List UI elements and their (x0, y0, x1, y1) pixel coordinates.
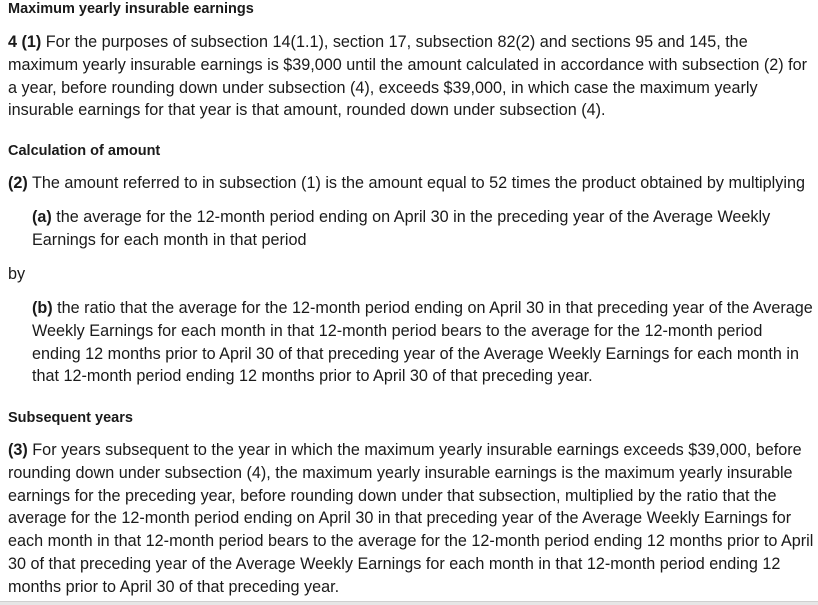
paragraph-letter: (b) (32, 299, 53, 317)
subsection-2-paragraph (8, 172, 814, 195)
connector-by: by (8, 265, 26, 283)
subsection-text: The amount referred to in subsection (1) is the amount equal to 52 times the product obtained by multiplying (32, 174, 805, 192)
section-heading-calculation-of-amount: Calculation of amount (8, 143, 161, 159)
section-heading-maximum-yearly-insurable-earnings: Maximum yearly insurable earnings (8, 1, 254, 17)
subsection-text: For years subsequent to the year in which the maximum yearly insurable earnings exceeds $39,000, before rounding down under subsection (4), the maximum yearly insurable earnings is the maximum yearly insurable earnings for the preceding year, before rounding down under that subsection, multiplied by the ratio that the average for the 12-month period ending on April 30 in that preceding year of the Average Weekly Earnings for each month in that 12-month period bears to the average for the 12-month period ending 12 months prior to April 30 of that preceding year of the Average Weekly Earnings for each month in that 12-month period ending 12 months prior to April 30 of that preceding year. (8, 441, 814, 596)
subsection-4-1-paragraph (8, 31, 814, 122)
subsection-3-paragraph (8, 439, 814, 599)
subsection-text: For the purposes of subsection 14(1.1), section 17, subsection 82(2) and sections 95 and 145, the maximum yearly insurable earnings is $39,000 until the amount calculated in accordance with subsection (2) for a year, before rounding down under subsection (4), exceeds $39,000, in which case the maximum yearly insurable earnings for that year is that amount, rounded down under subsection (4). (8, 33, 807, 120)
paragraph-a (32, 206, 815, 252)
paragraph-b (32, 297, 815, 388)
paragraph-text: the average for the 12-month period ending on April 30 in the preceding year of the Average Weekly Earnings for each month in that period (32, 208, 771, 249)
bottom-divider (0, 601, 818, 605)
subsection-number: 4 (1) (8, 33, 42, 51)
paragraph-text: the ratio that the average for the 12-month period ending on April 30 in that preceding year of the Average Weekly Earnings for each month in that 12-month period bears to the average for the 12-month period ending 12 months prior to April 30 of that preceding year of the Average Weekly Earnings for each month in that 12-month period ending 12 months prior to April 30 of that preceding year. (32, 299, 813, 386)
section-heading-subsequent-years: Subsequent years (8, 410, 133, 426)
subsection-number: (2) (8, 174, 28, 192)
subsection-number: (3) (8, 441, 28, 459)
paragraph-letter: (a) (32, 208, 52, 226)
